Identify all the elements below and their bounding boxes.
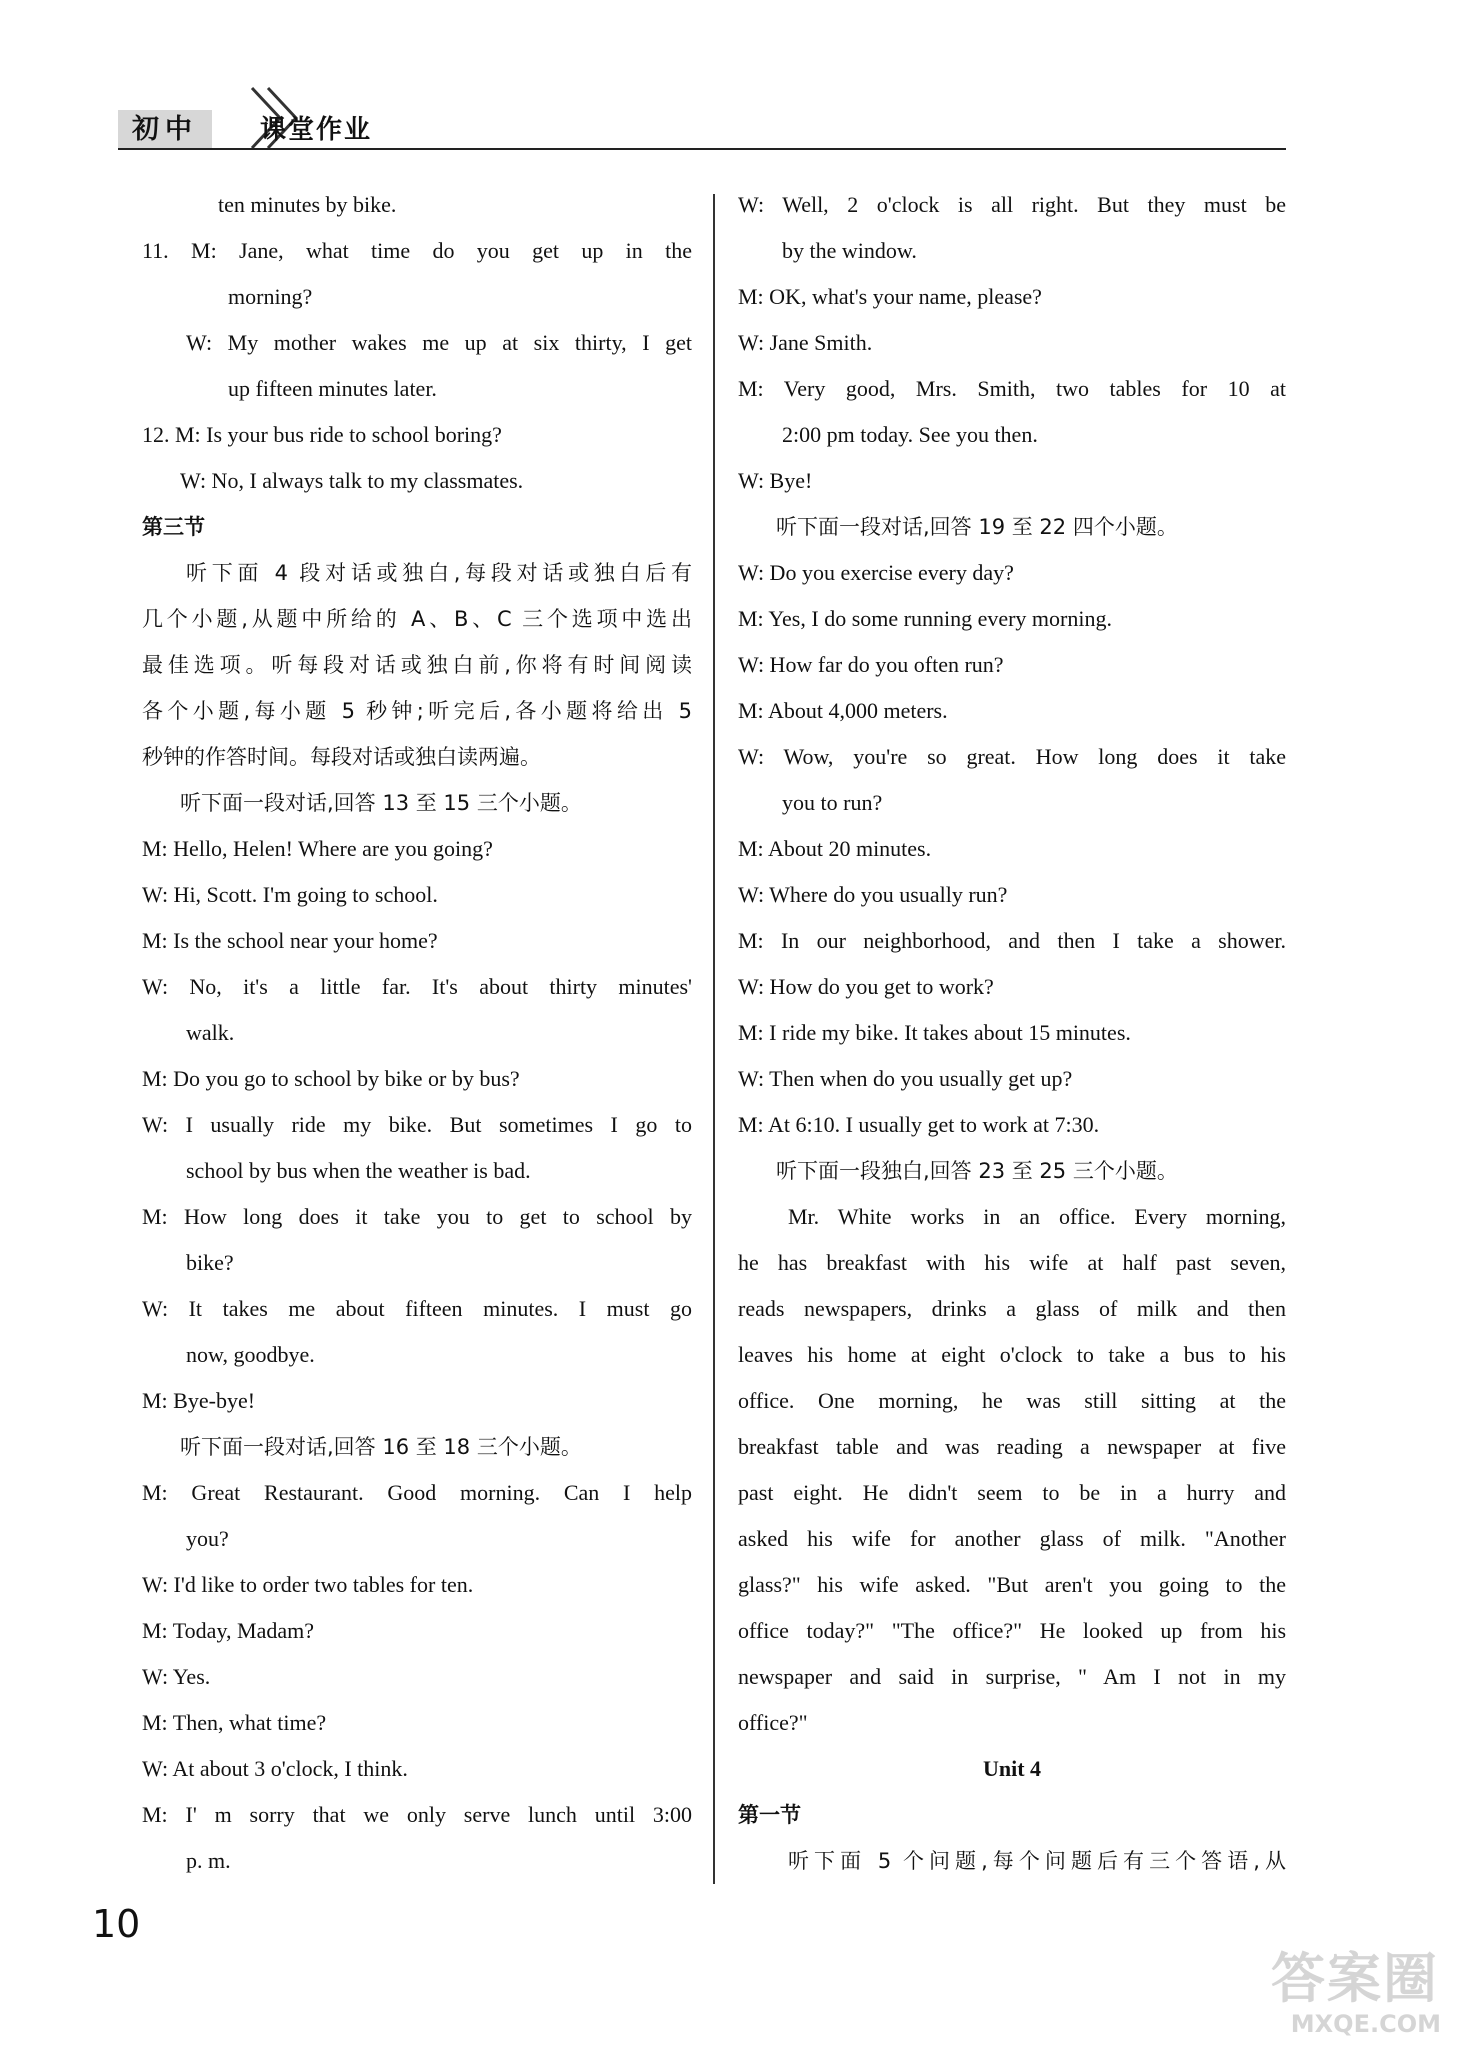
text-line: 2:00 pm today. See you then. — [782, 422, 1038, 447]
text-line: M: At 6:10. I usually get to work at 7:30. — [738, 1112, 1100, 1137]
grade-label: 初中 — [118, 110, 212, 150]
text-line: M: Today, Madam? — [142, 1618, 314, 1643]
section-heading: 第三节 — [142, 515, 205, 539]
text-line: office. One morning, he was still sitting at the — [738, 1388, 1286, 1413]
text-line: W: No, it's a little far. It's about thirty minutes' — [142, 974, 692, 999]
text-line: M: Is the school near your home? — [142, 928, 438, 953]
text-line: 听下面一段对话,回答 19 至 22 四个小题。 — [776, 515, 1178, 539]
text-line: he has breakfast with his wife at half past seven, — [738, 1250, 1286, 1275]
text-line: 秒钟的作答时间。每段对话或独白读两遍。 — [142, 745, 541, 769]
text-line: W: Do you exercise every day? — [738, 560, 1014, 585]
text-line: W: I'd like to order two tables for ten. — [142, 1572, 474, 1597]
text-line: breakfast table and was reading a newspaper at five — [738, 1434, 1286, 1459]
watermark-site: MXQE.COM — [1290, 2010, 1441, 2038]
text-line: W: At about 3 o'clock, I think. — [142, 1756, 408, 1781]
text-line: school by bus when the weather is bad. — [186, 1158, 531, 1183]
text-line: M: Great Restaurant. Good morning. Can I help — [142, 1480, 692, 1505]
text-line: by the window. — [782, 238, 917, 263]
page-header — [118, 82, 1286, 146]
text-line: 听下面 4 段对话或独白,每段对话或独白后有 — [186, 561, 692, 585]
text-line: bike? — [186, 1250, 234, 1275]
text-line: ten minutes by bike. — [218, 192, 397, 217]
text-line: W: Then when do you usually get up? — [738, 1066, 1073, 1091]
text-line: office?" — [738, 1710, 808, 1735]
text-line: W: Well, 2 o'clock is all right. But they must be — [738, 192, 1286, 217]
text-line: M: Bye-bye! — [142, 1388, 256, 1413]
text-line: you to run? — [782, 790, 883, 815]
text-line: past eight. He didn't seem to be in a hurry and — [738, 1480, 1286, 1505]
text-line: newspaper and said in surprise, " Am I not in my — [738, 1664, 1286, 1689]
unit-heading: Unit 4 — [982, 1756, 1042, 1781]
text-line: 听下面一段独白,回答 23 至 25 三个小题。 — [776, 1159, 1178, 1183]
watermark-glyphs: 答案圈 — [1271, 1947, 1439, 2010]
text-line: M: About 4,000 meters. — [738, 698, 948, 723]
text-line: asked his wife for another glass of milk. "Another — [738, 1526, 1286, 1551]
text-line: M: Do you go to school by bike or by bus? — [142, 1066, 520, 1091]
right-column — [738, 182, 1286, 1884]
text-line: office today?" "The office?" He looked up from his — [738, 1618, 1286, 1643]
text-line: walk. — [186, 1020, 235, 1045]
text-line: W: No, I always talk to my classmates. — [180, 468, 524, 493]
text-line: W: How do you get to work? — [738, 974, 994, 999]
text-line: 各个小题,每小题 5 秒钟;听完后,各小题将给出 5 — [142, 699, 692, 723]
column-divider — [713, 194, 715, 1884]
text-line: W: Jane Smith. — [738, 330, 873, 355]
text-line: M: About 20 minutes. — [738, 836, 932, 861]
text-line: W: I usually ride my bike. But sometimes I go to — [142, 1112, 692, 1137]
text-line: M: OK, what's your name, please? — [738, 284, 1042, 309]
text-line: 听下面一段对话,回答 13 至 15 三个小题。 — [180, 791, 582, 815]
text-line: M: How long does it take you to get to school by — [142, 1204, 692, 1229]
header-rule — [118, 148, 1286, 150]
text-line: W: Hi, Scott. I'm going to school. — [142, 882, 438, 907]
text-line: W: How far do you often run? — [738, 652, 1004, 677]
watermark-logo — [1239, 1932, 1449, 2042]
text-line: p. m. — [186, 1848, 231, 1873]
text-line: 几个小题,从题中所给的 A、B、C 三个选项中选出 — [142, 607, 692, 631]
text-line: M: In our neighborhood, and then I take a shower. — [738, 928, 1286, 953]
text-line: M: I ride my bike. It takes about 15 minutes. — [738, 1020, 1131, 1045]
text-line: W: Yes. — [142, 1664, 211, 1689]
text-line: you? — [186, 1526, 229, 1551]
text-line: M: I' m sorry that we only serve lunch until 3:00 — [142, 1802, 692, 1827]
text-line: 12. M: Is your bus ride to school boring? — [142, 422, 502, 447]
text-line: up fifteen minutes later. — [228, 376, 437, 401]
text-line: 最佳选项。听每段对话或独白前,你将有时间阅读 — [142, 653, 692, 677]
text-line: Mr. White works in an office. Every morning, — [788, 1204, 1286, 1229]
text-line: glass?" his wife asked. "But aren't you going to the — [738, 1572, 1286, 1597]
text-line: reads newspapers, drinks a glass of milk and then — [738, 1296, 1286, 1321]
text-line: W: It takes me about fifteen minutes. I must go — [142, 1296, 692, 1321]
text-line: M: Hello, Helen! Where are you going? — [142, 836, 493, 861]
text-line: W: My mother wakes me up at six thirty, I get — [186, 330, 692, 355]
section-heading: 第一节 — [738, 1803, 801, 1827]
text-line: leaves his home at eight o'clock to take a bus to his — [738, 1342, 1286, 1367]
text-line: W: Wow, you're so great. How long does it take — [738, 744, 1286, 769]
text-line: 听下面一段对话,回答 16 至 18 三个小题。 — [180, 1435, 582, 1459]
left-column — [142, 182, 692, 1884]
text-line: morning? — [228, 284, 313, 309]
text-line: M: Then, what time? — [142, 1710, 327, 1735]
text-line: W: Bye! — [738, 468, 813, 493]
text-line: M: Very good, Mrs. Smith, two tables for 10 at — [738, 376, 1286, 401]
text-line: 听下面 5 个问题,每个问题后有三个答语,从 — [788, 1849, 1286, 1873]
series-title: 课堂作业 — [260, 115, 373, 145]
text-line: W: Where do you usually run? — [738, 882, 1008, 907]
text-line: 11. M: Jane, what time do you get up in the — [142, 238, 692, 263]
page-number: 10 — [92, 1902, 141, 1946]
text-line: M: Yes, I do some running every morning. — [738, 606, 1112, 631]
text-line: now, goodbye. — [186, 1342, 315, 1367]
